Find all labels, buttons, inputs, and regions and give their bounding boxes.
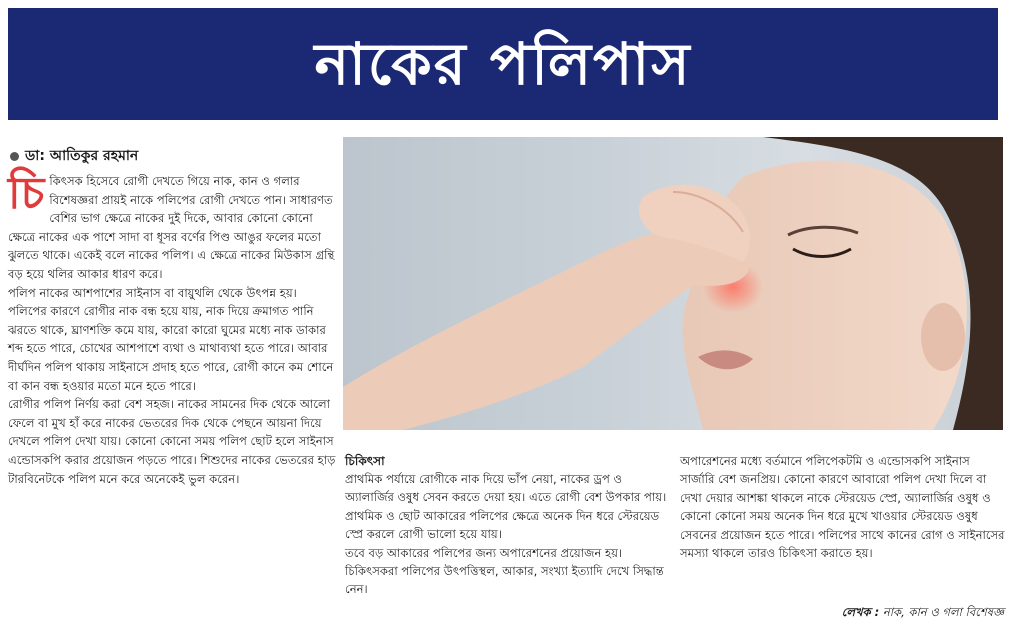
byline-author: ডা: আতিকুর রহমান	[25, 148, 139, 164]
article-photo	[343, 137, 1003, 430]
headline: নাকের পলিপাস	[314, 30, 692, 98]
paragraph: কিৎসক হিসেবে রোগী দেখতে গিয়ে নাক, কান ও গলার বিশেষজ্ঞরা প্রায়ই নাকে পলিপের রোগী দেখতে পান। সাধারণত বেশির ভাগ ক্ষেত্রে নাকের দুই দিকে, আবার কোনো কোনো ক্ষেত্রে নাকের এক পাশে সাদা বা ধূসর বর্ণের পিণ্ড আঙুর ফলের মতো ঝুলতে থাকে। একেই বলে নাকের পলিপ। এ ক্ষেত্রে নাকের মিউকাস গ্রন্থি বড় হয়ে থলির আকার ধারণ করে।	[8, 174, 335, 281]
paragraph: পলিপ নাকের আশপাশের সাইনাস বা বায়ুথলি থেকে উৎপন্ন হয়। পলিপের কারণে রোগীর নাক বন্ধ হয়ে যায়, নাক দিয়ে ক্রমাগত পানি ঝরতে থাকে, ঘ্রাণশক্তি কমে যায়, কারো কারো ঘুমের মধ্যে নাক ডাকার শব্দ হতে পারে, চোখের আশপাশে ব্যথা ও মাথাব্যথা হতে পারে। আবার দীর্ঘদিন পলিপ থাকায় সাইনাসে প্রদাহ হতে পারে, রোগী কানে কম শোনে বা কান বন্ধ হওয়ার মতো মনে হতে পারে।	[8, 285, 334, 393]
surgery-section	[680, 452, 1006, 562]
bullet-icon	[10, 152, 19, 161]
author-label: লেখক :	[841, 605, 880, 619]
section-heading: চিকিৎসা	[345, 454, 385, 468]
author-credit	[842, 604, 1004, 623]
paragraph: অপারেশনের মধ্যে বর্তমানে পলিপেকটমি ও এন্ডোসকপি সাইনাস সার্জারি বেশ জনপ্রিয়। কোনো কারণে আবারো পলিপ দেখা দিলে বা দেখা দেয়ার আশঙ্কা থাকলে নাকে স্টেরয়েড স্প্রে, অ্যালার্জির ওষুধ ও কোনো কোনো সময় অনেক দিন ধরে মুখে খাওয়ার স্টেরয়েড ওষুধ সেবনের প্রয়োজন হতে পারে। পলিপের সাথে কানের রোগ ও সাইনাসের সমস্যা থাকলে তারও চিকিৎসা করাতে হয়।	[680, 454, 1005, 561]
byline	[10, 144, 138, 168]
author-text: নাক, কান ও গলা বিশেষজ্ঞ	[882, 605, 1004, 619]
treatment-section	[345, 452, 667, 599]
article-column-1	[8, 168, 336, 488]
headline-banner	[8, 8, 998, 120]
paragraph: রোগীর পলিপ নির্ণয় করা বেশ সহজ। নাকের সামনের দিক থেকে আলো ফেলে বা মুখ হাঁ করে নাকের ভেতরের দিক থেকে পেছনে আয়না দিয়ে দেখলে পলিপ দেখা যায়। কোনো কোনো সময় পলিপ ছোট হলে সাইনাস এন্ডোসকপি করার প্রয়োজন পড়তে পারে। শিশুদের নাকের ভেতরের হাড় টারবিনেটকে পলিপ মনে করে অনেকেই ভুল করেন।	[8, 397, 336, 486]
paragraph: প্রাথমিক পর্যায়ে রোগীকে নাক দিয়ে ভাঁপ নেয়া, নাকের ড্রপ ও অ্যালার্জির ওষুধ সেবন করতে দেয়া হয়। এতে রোগী বেশ উপকার পায়। প্রাথমিক ও ছোট আকারের পলিপের ক্ষেত্রে অনেক দিন ধরে স্টেরয়েড স্প্রে করলে রোগী ভালো হয়ে যায়।	[345, 472, 667, 542]
drop-cap: চি	[8, 168, 45, 219]
paragraph: তবে বড় আকারের পলিপের জন্য অপারেশনের প্রয়োজন হয়। চিকিৎসকরা পলিপের উৎপত্তিস্থল, আকার, সংখ্যা ইত্যাদি দেখে সিদ্ধান্ত নেন।	[345, 545, 664, 597]
woman-pinching-nose-image	[343, 137, 1003, 430]
